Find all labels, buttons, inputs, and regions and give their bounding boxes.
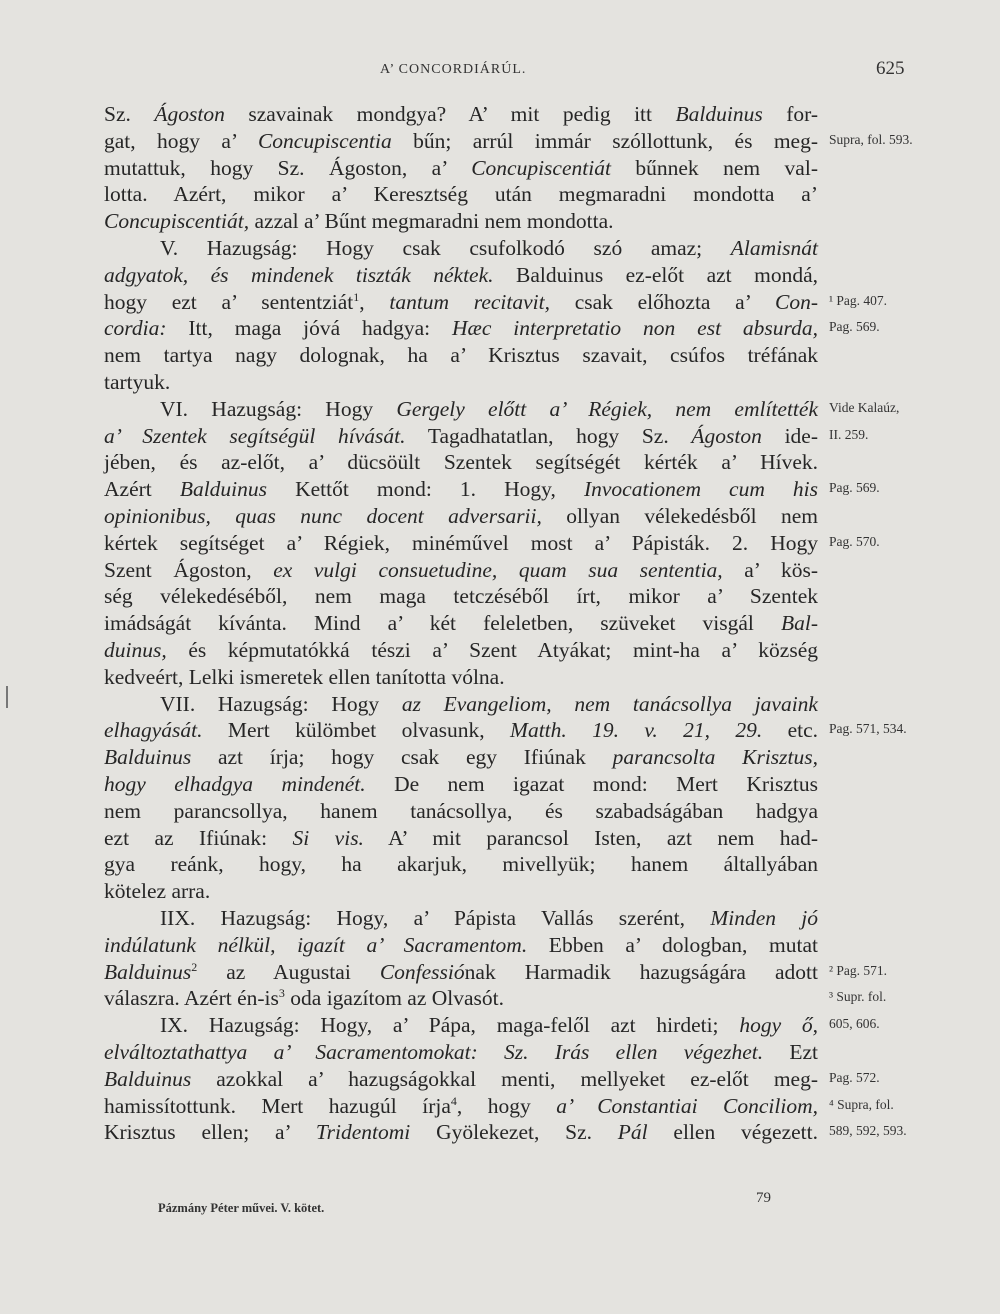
margin-note: 589, 592, 593.: [829, 1123, 907, 1139]
text-line: VI. Hazugság: Hogy Gergely előtt a’ Régiek, nem említették: [160, 396, 818, 421]
text-line: hogy ezt a’ sententziát$^1$, tantum recitavit, csak előhozta a’ Con-: [104, 289, 818, 314]
text-line: ség vélekedéséből, nem maga tetczéséből írt, mikor a’ Szentek: [104, 584, 818, 609]
page-edge-mark: [6, 686, 8, 708]
margin-note: ¹ Pag. 407.: [829, 292, 888, 308]
margin-note: II. 259.: [829, 426, 869, 442]
text-line: gat, hogy a’ Concupiscentia bűn; arrúl immár szóllottunk, és meg-: [104, 128, 819, 153]
text-line: Sz. Ágoston szavainak mondgya? A’ mit pedig itt Balduinus for-: [104, 102, 818, 126]
margin-note: Pag. 572.: [829, 1069, 880, 1085]
text-line: hamissítottunk. Mert hazugúl írja$^4$, hogy a’ Constantiai Conciliom,: [104, 1093, 818, 1118]
text-line: Azért Balduinus Kettőt mond: 1. Hogy, Invocationem cum his: [104, 477, 819, 502]
text-line: válaszra. Azért $én-is^3$ oda igazítom az Olvasót.: [104, 986, 505, 1011]
text-line: a’ Szentek segítségül hívását. Tagadhatatlan, hogy Sz. Ágoston ide-: [104, 423, 818, 448]
text-line: VII. Hazugság: Hogy az Evangeliom, nem tanácsollya javaink: [160, 691, 818, 716]
text-line: Szent Ágoston, ex vulgi consuetudine, quam sua sententia, a’ kös-: [104, 557, 818, 582]
text-line: IIX. Hazugság: Hogy, a’ Pápista Vallás szerént, Minden jó: [160, 906, 818, 930]
text-line: V. Hazugság: Hogy csak csufolkodó szó amaz; Alamisnát: [160, 236, 818, 260]
margin-note: Pag. 571, 534.: [829, 721, 907, 737]
running-head: [0, 58, 1000, 88]
margin-note: Pag. 570.: [829, 533, 880, 549]
text-line: IX. Hazugság: Hogy, a’ Pápa, maga-felől azt hirdeti; hogy ő,: [160, 1013, 819, 1038]
margin-note: ² Pag. 571.: [829, 962, 888, 978]
text-line: opinionibus, quas nunc docent adversarii, ollyan vélekedésből nem: [104, 504, 818, 528]
text-line: lotta. Azért, mikor a’ Keresztség után megmaradni mondotta a’: [104, 182, 818, 207]
text-line: Balduinus azokkal a’ hazugságokkal menti, mellyeket ez-előt meg-: [104, 1066, 818, 1091]
page-number: 625: [876, 58, 905, 79]
text-line: Balduinus azt írja; hogy csak egy Ifiúnak parancsolta Krisztus,: [104, 745, 818, 770]
text-line: hogy elhadgya mindenét. De nem igazat mond: Mert Krisztus: [104, 772, 818, 796]
margin-note: 605, 606.: [829, 1016, 880, 1032]
text-line: indúlatunk nélkül, igazít a’ Sacramentom. Ebben a’ dologban, mutat: [104, 932, 818, 957]
text-line: kedveért, Lelki ismeretek ellen tanította vólna.: [104, 664, 505, 689]
margin-note: Supra, fol. 593.: [829, 131, 913, 147]
text-line: duinus, és képmutatókká tészi a’ Szent Atyákat; mint-ha a’ község: [104, 638, 818, 662]
margin-note: Pag. 569.: [829, 319, 880, 335]
text-line: Krisztus ellen; a’ Tridentomi Gyölekezet, Sz. Pál ellen végezett.: [104, 1120, 818, 1145]
text-line: adgyatok, és mindenek tiszták néktek. Balduinus ez-előt azt mondá,: [104, 262, 818, 287]
running-title: A’ CONCORDIÁRÚL.: [380, 62, 527, 77]
text-line: Concupiscentiát, azzal a’ Bűnt megmaradni nem mondotta.: [104, 209, 614, 234]
text-line: gya reánk, hogy, ha akarjuk, mivellyük; hanem általlyában: [104, 852, 818, 877]
text-line: elhagyását. Mert külömbet olvasunk, Matth. 19. v. 21, 29. etc.: [104, 718, 819, 743]
text-line: jében, és az-előt, a’ dücsöült Szentek segítségét kérték a’ Hívek.: [104, 450, 818, 475]
text-line: cordia: Itt, maga jóvá hadgya: Hæc interpretatio non est absurda,: [104, 316, 818, 341]
text-line: kértek segítséget a’ Régiek, minéművel most a’ Pápisták. 2. Hogy: [104, 530, 818, 555]
sheet-number: 79: [756, 1190, 771, 1206]
text-line: imádságát kívánta. Mind a’ két feleletben, szüveket visgál Bal-: [104, 611, 818, 636]
margin-note: ³ Supr. fol.: [829, 989, 887, 1005]
text-line: kötelez arra.: [104, 879, 211, 904]
text-line: tartyuk.: [104, 370, 171, 394]
text-line: ezt az Ifiúnak: Si vis. A’ mit parancsol Isten, azt nem had-: [104, 825, 819, 850]
text-line: Balduinus$^2$ az Augustai Confessiónak Harmadik hazugságára adott: [104, 959, 818, 984]
text-line: mutattuk, hogy Sz. Ágoston, a’ Concupiscentiát bűnnek nem val-: [104, 155, 818, 180]
margin-note: Vide Kalaúz,: [829, 399, 900, 415]
margin-note: Pag. 569.: [829, 480, 880, 496]
text-line: elváltoztathattya a’ Sacramentomokat: Sz. Irás ellen végezhet. Ezt: [104, 1040, 818, 1064]
footer-signature: Pázmány Péter művei. V. kötet.: [158, 1201, 325, 1215]
text-line: nem parancsollya, hanem tanácsollya, és szabadságában hadgya: [104, 798, 818, 823]
margin-note: ⁴ Supra, fol.: [829, 1096, 894, 1112]
text-line: nem tartya nagy dolognak, ha a’ Krisztus szavait, csúfos tréfának: [104, 343, 818, 368]
